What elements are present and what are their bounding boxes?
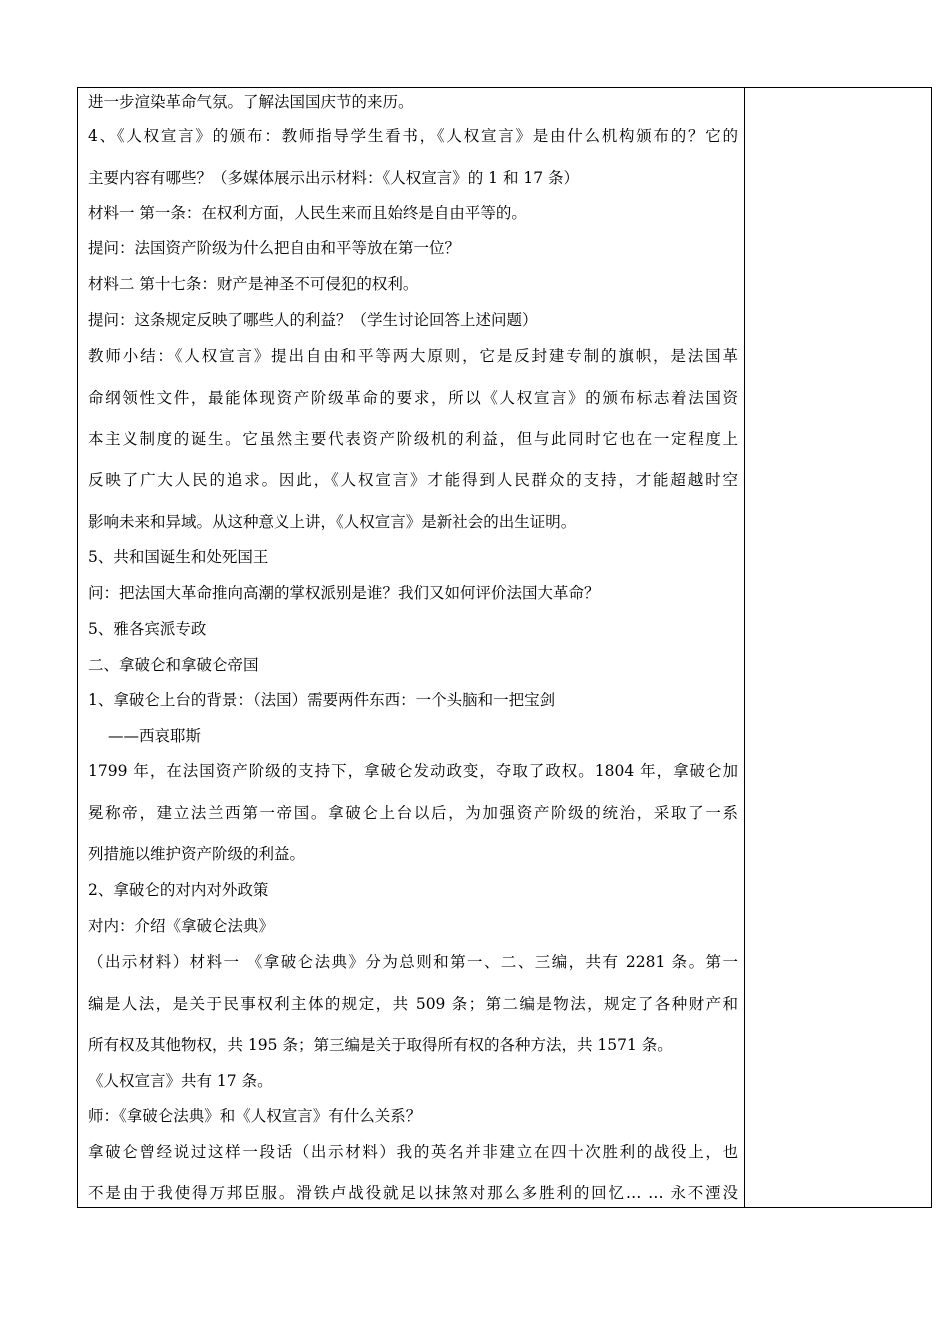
text-line: 二、拿破仑和拿破仑帝国 bbox=[88, 656, 259, 674]
text-line: 对内：介绍《拿破仑法典》 bbox=[88, 917, 275, 935]
text-line: 拿破仑曾经说过这样一段话（出示材料）我的英名并非建立在四十次胜利的战役上，也 bbox=[88, 1143, 738, 1161]
text-line: 本主义制度的诞生。它虽然主要代表资产阶级机的利益，但与此同时它也在一定程度上 bbox=[88, 430, 738, 448]
text-line: 反映了广大人民的追求。因此，《人权宣言》才能得到人民群众的支持，才能超越时空 bbox=[88, 471, 738, 489]
text-line: 提问：法国资产阶级为什么把自由和平等放在第一位？ bbox=[88, 239, 461, 257]
text-line: 教师小结：《人权宣言》提出自由和平等两大原则，它是反封建专制的旗帜，是法国革 bbox=[88, 347, 738, 365]
text-line: 5、雅各宾派专政 bbox=[88, 620, 207, 638]
text-line: 师：《拿破仑法典》和《人权宣言》有什么关系？ bbox=[88, 1107, 422, 1125]
text-line: 问：把法国大革命推向高潮的掌权派别是谁？我们又如何评价法国大革命？ bbox=[88, 584, 600, 602]
text-line: 所有权及其他物权，共 195 条；第三编是关于取得所有权的各种方法，共 1571 条。 bbox=[88, 1036, 673, 1054]
text-line: 编是人法，是关于民事权利主体的规定，共 509 条；第二编是物法，规定了各种财产和 bbox=[88, 995, 738, 1013]
text-line: 不是由于我使得万邦臣服。滑铁卢战役就足以抹煞对那么多胜利的回忆… … 永不湮没 bbox=[88, 1184, 738, 1202]
text-line: 主要内容有哪些？（多媒体展示出示材料：《人权宣言》的 1 和 17 条） bbox=[88, 169, 580, 187]
text-line: 影响未来和异域。从这种意义上讲，《人权宣言》是新社会的出生证明。 bbox=[88, 513, 577, 531]
text-line: 冕称帝，建立法兰西第一帝国。拿破仑上台以后，为加强资产阶级的统治，采取了一系 bbox=[88, 804, 738, 822]
notes-cell bbox=[745, 88, 931, 1207]
text-line: 进一步渲染革命气氛。了解法国国庆节的来历。 bbox=[88, 93, 414, 111]
text-line: 1799 年，在法国资产阶级的支持下，拿破仑发动政变，夺取了政权。1804 年，拿破仑加 bbox=[88, 762, 738, 780]
lesson-content-cell bbox=[78, 88, 745, 1207]
text-line: 2、拿破仑的对内对外政策 bbox=[88, 881, 269, 899]
text-line: 4、《人权宣言》的颁布：教师指导学生看书，《人权宣言》是由什么机构颁布的？它的 bbox=[88, 127, 738, 145]
text-line: 1、拿破仑上台的背景：（法国）需要两件东西：一个头脑和一把宝剑 bbox=[88, 691, 556, 709]
text-line: 列措施以维护资产阶级的利益。 bbox=[88, 845, 306, 863]
text-line: 提问：这条规定反映了哪些人的利益？（学生讨论回答上述问题） bbox=[88, 311, 538, 329]
text-line: （出示材料）材料一 《拿破仑法典》分为总则和第一、二、三编，共有 2281 条。第一 bbox=[88, 953, 738, 971]
text-line: 命纲领性文件，最能体现资产阶级革命的要求，所以《人权宣言》的颁布标志着法国资 bbox=[88, 389, 738, 407]
text-line: 材料二 第十七条：财产是神圣不可侵犯的权利。 bbox=[88, 275, 419, 293]
text-line: 材料一 第一条：在权利方面，人民生来而且始终是自由平等的。 bbox=[88, 204, 527, 222]
text-line: 《人权宣言》共有 17 条。 bbox=[88, 1072, 273, 1090]
lesson-table bbox=[77, 87, 932, 1208]
text-line: 5、共和国诞生和处死国王 bbox=[88, 548, 269, 566]
quote-attribution: ——西哀耶斯 bbox=[108, 727, 202, 745]
